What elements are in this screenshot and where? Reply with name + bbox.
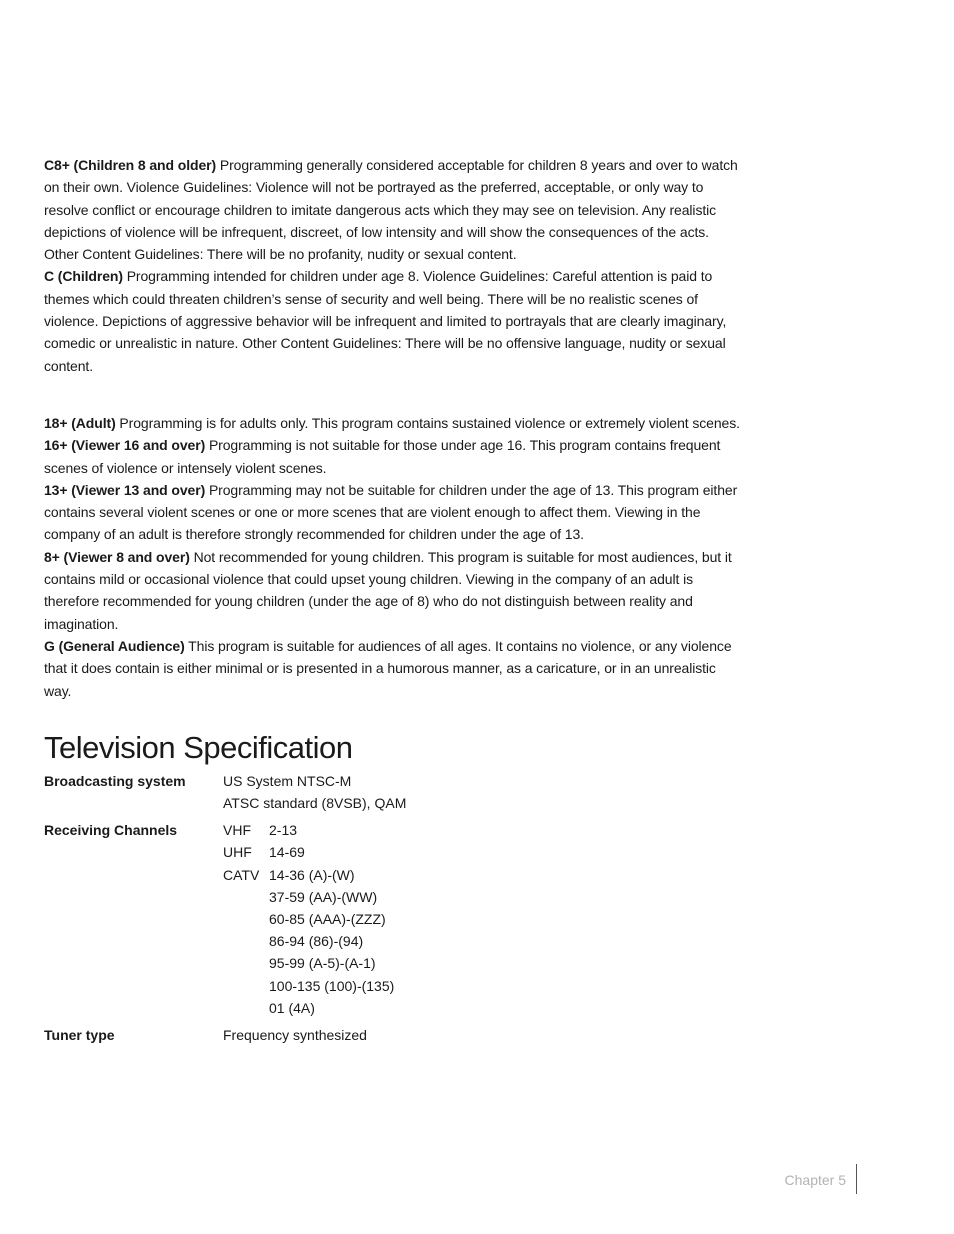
channel-row <box>223 975 744 997</box>
channel-range: 2-13 <box>269 822 298 839</box>
rating-description: Not recommended for young children. This program is suitable for most audiences, but it contains mild or occasional violence that could upset young children. Viewing in the company of an adult is therefore recommended for young children (under the age of 8) who do not distinguish between reality and imagination. <box>44 548 732 632</box>
rating-paragraph <box>44 412 744 434</box>
rating-description: Programming may not be suitable for children under the age of 13. This program either contains several violent scenes or one or more scenes that are violent enough to affect them. Viewing in the company of an adult is therefore strongly recommended for children under the age of 13. <box>44 481 738 543</box>
spec-value: ATSC standard (8VSB), QAM <box>223 795 407 812</box>
channel-row <box>223 908 744 930</box>
ratings-viewer-group <box>44 412 744 702</box>
rating-description: Programming generally considered acceptable for children 8 years and over to watch on their own. Violence Guidelines: Violence will not be portrayed as the preferred, acceptable, or only way to resolve conflict or encourage children to imitate dangerous acts which they may see on television. Any realistic depictions of violence will be infrequent, discreet, of low intensity and will show the consequences of the acts. Other Content Guidelines: There will be no profanity, nudity or sexual content. <box>44 157 738 263</box>
rating-term: C8+ (Children 8 and older) <box>44 157 217 173</box>
rating-term: G (General Audience) <box>44 637 185 654</box>
spec-label: Broadcasting system <box>44 772 186 789</box>
rating-term: C (Children) <box>44 268 123 285</box>
channel-list <box>223 819 744 1019</box>
channel-band <box>223 997 269 1019</box>
footer-chapter-label: Chapter 5 <box>784 1172 846 1188</box>
channel-range: 60-85 (AAA)-(ZZZ) <box>269 911 386 928</box>
rating-term: 8+ (Viewer 8 and over) <box>44 548 190 565</box>
rating-term: 18+ (Adult) <box>44 414 116 431</box>
spec-row-channels <box>44 819 744 1019</box>
spec-label: Receiving Channels <box>44 822 178 839</box>
rating-term: 16+ (Viewer 16 and over) <box>44 437 206 454</box>
rating-paragraph <box>44 479 744 546</box>
rating-description: Programming is for adults only. This program contains sustained violence or extremely violent scenes. <box>115 414 740 431</box>
spec-row-broadcasting <box>44 770 744 814</box>
spec-values <box>223 770 744 814</box>
channel-row <box>223 952 744 974</box>
channel-row <box>223 819 744 841</box>
spec-row-tuner <box>44 1024 744 1046</box>
page-content <box>44 154 744 1046</box>
rating-description: Programming intended for children under age 8. Violence Guidelines: Careful attention is paid to themes which could threaten children’s sense of security and well being. There will be no realistic scenes of violence. Depictions of aggressive behavior will be infrequent and limited to portrayals that are clearly imaginary, comedic or unrealistic in nature. Other Content Guidelines: There will be no offensive language, nudity or sexual content. <box>44 268 727 374</box>
rating-paragraph <box>44 635 744 702</box>
channel-range: 01 (4A) <box>269 999 315 1016</box>
channel-range: 86-94 (86)-(94) <box>269 933 364 950</box>
channel-row <box>223 930 744 952</box>
rating-paragraph <box>44 434 744 479</box>
channel-row <box>223 841 744 863</box>
channel-range: 95-99 (A-5)-(A-1) <box>269 955 376 972</box>
channel-row <box>223 886 744 908</box>
spec-label: Tuner type <box>44 1027 115 1044</box>
channel-range: 100-135 (100)-(135) <box>269 977 395 994</box>
channel-row <box>223 997 744 1019</box>
channel-band <box>223 952 269 974</box>
rating-paragraph <box>44 546 744 635</box>
rating-description: Programming is not suitable for those under age 16. This program contains frequent scenes of violence or intensely violent scenes. <box>44 437 721 476</box>
channel-band <box>223 975 269 997</box>
channel-band: UHF <box>223 844 252 861</box>
rating-paragraph <box>44 154 744 265</box>
section-title: Television Specification <box>44 729 353 765</box>
spec-value: Frequency synthesized <box>223 1027 367 1044</box>
paragraph-gap <box>44 377 744 412</box>
channel-range: 37-59 (AA)-(WW) <box>269 888 378 905</box>
channel-band <box>223 930 269 952</box>
rating-description: This program is suitable for audiences of all ages. It contains no violence, or any violence that it does contain is either minimal or is presented in a humorous manner, as a caricature, or in an unrealistic way. <box>44 637 732 699</box>
channel-band: VHF <box>223 822 251 839</box>
channel-range: 14-69 <box>269 844 305 861</box>
channel-band <box>223 886 269 908</box>
channel-row <box>223 864 744 886</box>
spec-value: US System NTSC-M <box>223 772 352 789</box>
rating-paragraph <box>44 265 744 376</box>
channel-band <box>223 908 269 930</box>
channel-band: CATV <box>223 866 260 883</box>
channel-range: 14-36 (A)-(W) <box>269 866 355 883</box>
footer-divider <box>856 1164 857 1194</box>
rating-term: 13+ (Viewer 13 and over) <box>44 481 206 498</box>
spec-table <box>44 770 744 1046</box>
ratings-children-group <box>44 154 744 377</box>
